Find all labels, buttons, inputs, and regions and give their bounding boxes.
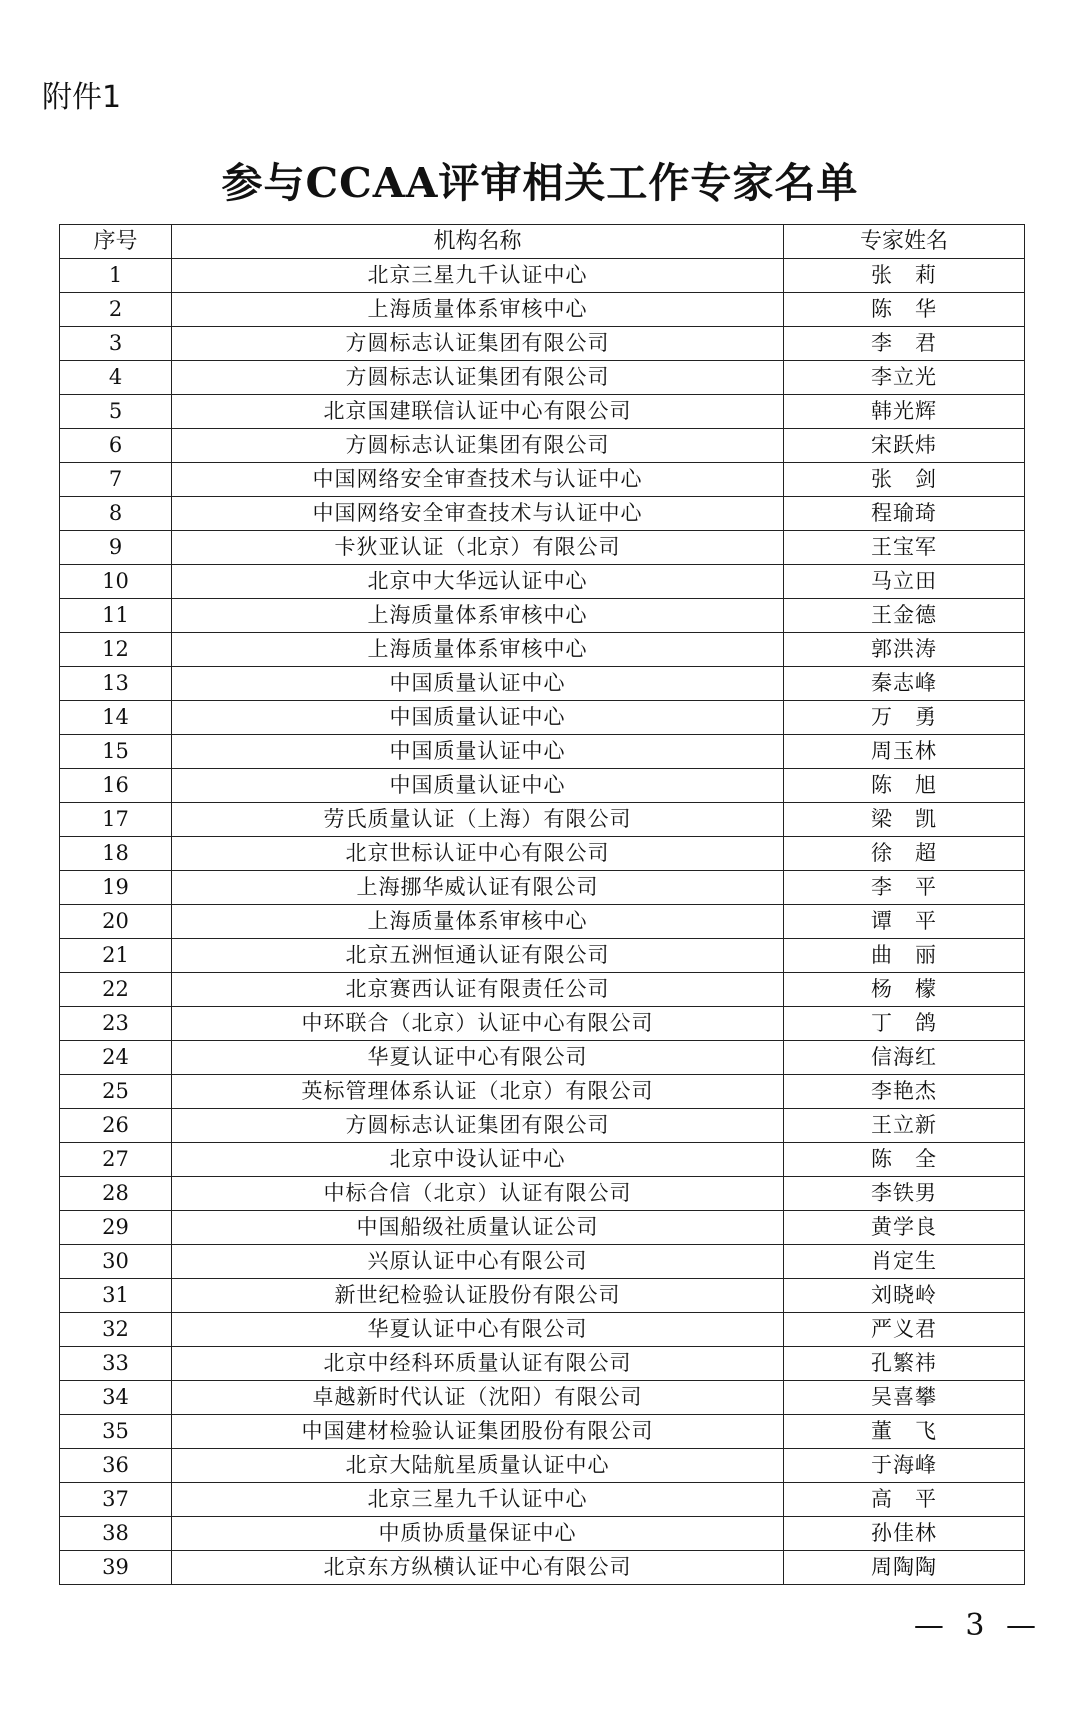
organization-cell: 北京赛西认证有限责任公司 [172,973,784,1007]
serial-number-cell: 39 [60,1551,172,1585]
organization-cell: 中国质量认证中心 [172,769,784,803]
serial-number-cell: 19 [60,871,172,905]
organization-cell: 中国网络安全审查技术与认证中心 [172,463,784,497]
organization-cell: 华夏认证中心有限公司 [172,1041,784,1075]
table-row [60,327,1025,361]
table-row [60,599,1025,633]
organization-cell: 上海质量体系审核中心 [172,633,784,667]
serial-number-cell: 36 [60,1449,172,1483]
organization-cell: 中标合信（北京）认证有限公司 [172,1177,784,1211]
page-number: — 3 — [913,1608,1042,1643]
expert-name-cell: 徐 超 [784,837,1025,871]
table-row [60,1551,1025,1585]
expert-name-cell: 曲 丽 [784,939,1025,973]
table-body [60,259,1025,1585]
serial-number-cell: 14 [60,701,172,735]
organization-cell: 北京中经科环质量认证有限公司 [172,1347,784,1381]
serial-number-cell: 22 [60,973,172,1007]
table-row [60,293,1025,327]
serial-number-cell: 26 [60,1109,172,1143]
organization-cell: 劳氏质量认证（上海）有限公司 [172,803,784,837]
table-row [60,837,1025,871]
table-row [60,1143,1025,1177]
serial-number-cell: 1 [60,259,172,293]
table-row [60,1483,1025,1517]
organization-cell: 中国建材检验认证集团股份有限公司 [172,1415,784,1449]
organization-cell: 卓越新时代认证（沈阳）有限公司 [172,1381,784,1415]
organization-cell: 北京三星九千认证中心 [172,1483,784,1517]
serial-number-cell: 8 [60,497,172,531]
organization-cell: 上海质量体系审核中心 [172,905,784,939]
organization-cell: 北京五洲恒通认证有限公司 [172,939,784,973]
table-row [60,973,1025,1007]
table-row [60,905,1025,939]
serial-number-cell: 37 [60,1483,172,1517]
header-expert-name: 专家姓名 [784,225,1025,259]
table-row [60,1517,1025,1551]
serial-number-cell: 17 [60,803,172,837]
organization-cell: 上海挪华威认证有限公司 [172,871,784,905]
table-row [60,429,1025,463]
table-row [60,497,1025,531]
serial-number-cell: 3 [60,327,172,361]
serial-number-cell: 24 [60,1041,172,1075]
expert-name-cell: 韩光辉 [784,395,1025,429]
table-row [60,939,1025,973]
expert-name-cell: 王宝军 [784,531,1025,565]
expert-name-cell: 王金德 [784,599,1025,633]
serial-number-cell: 32 [60,1313,172,1347]
organization-cell: 方圆标志认证集团有限公司 [172,361,784,395]
header-serial-number: 序号 [60,225,172,259]
expert-name-cell: 吴喜攀 [784,1381,1025,1415]
expert-name-cell: 秦志峰 [784,667,1025,701]
organization-cell: 方圆标志认证集团有限公司 [172,327,784,361]
expert-name-cell: 于海峰 [784,1449,1025,1483]
table-row [60,1177,1025,1211]
table-row [60,531,1025,565]
table-row [60,735,1025,769]
serial-number-cell: 25 [60,1075,172,1109]
attachment-label: 附件1 [42,80,122,115]
expert-name-cell: 李 君 [784,327,1025,361]
organization-cell: 兴原认证中心有限公司 [172,1245,784,1279]
table-row [60,463,1025,497]
organization-cell: 中国质量认证中心 [172,667,784,701]
expert-name-cell: 谭 平 [784,905,1025,939]
serial-number-cell: 27 [60,1143,172,1177]
table-row [60,259,1025,293]
serial-number-cell: 21 [60,939,172,973]
serial-number-cell: 30 [60,1245,172,1279]
header-organization: 机构名称 [172,225,784,259]
expert-name-cell: 刘晓岭 [784,1279,1025,1313]
organization-cell: 北京大陆航星质量认证中心 [172,1449,784,1483]
serial-number-cell: 10 [60,565,172,599]
table-row [60,1415,1025,1449]
table-row [60,1449,1025,1483]
table-row [60,871,1025,905]
organization-cell: 中国网络安全审查技术与认证中心 [172,497,784,531]
expert-name-cell: 丁 鸽 [784,1007,1025,1041]
expert-name-cell: 宋跃炜 [784,429,1025,463]
table-row [60,1313,1025,1347]
expert-name-cell: 信海红 [784,1041,1025,1075]
table-row [60,1007,1025,1041]
serial-number-cell: 35 [60,1415,172,1449]
serial-number-cell: 5 [60,395,172,429]
organization-cell: 中国质量认证中心 [172,701,784,735]
table-row [60,701,1025,735]
table-row [60,1109,1025,1143]
expert-name-cell: 周玉林 [784,735,1025,769]
serial-number-cell: 20 [60,905,172,939]
expert-name-cell: 陈 旭 [784,769,1025,803]
table-row [60,395,1025,429]
serial-number-cell: 23 [60,1007,172,1041]
expert-name-cell: 郭洪涛 [784,633,1025,667]
expert-name-cell: 李铁男 [784,1177,1025,1211]
serial-number-cell: 34 [60,1381,172,1415]
serial-number-cell: 33 [60,1347,172,1381]
serial-number-cell: 38 [60,1517,172,1551]
organization-cell: 英标管理体系认证（北京）有限公司 [172,1075,784,1109]
expert-name-cell: 梁 凯 [784,803,1025,837]
expert-name-cell: 高 平 [784,1483,1025,1517]
page-title: 参与CCAA评审相关工作专家名单 [221,159,859,207]
expert-name-cell: 陈 全 [784,1143,1025,1177]
table-row [60,565,1025,599]
expert-name-cell: 肖定生 [784,1245,1025,1279]
expert-name-cell: 李立光 [784,361,1025,395]
organization-cell: 北京国建联信认证中心有限公司 [172,395,784,429]
organization-cell: 方圆标志认证集团有限公司 [172,1109,784,1143]
serial-number-cell: 2 [60,293,172,327]
table-row [60,1381,1025,1415]
organization-cell: 北京中大华远认证中心 [172,565,784,599]
expert-table [59,224,1025,1585]
expert-name-cell: 程瑜琦 [784,497,1025,531]
expert-name-cell: 李 平 [784,871,1025,905]
expert-name-cell: 严义君 [784,1313,1025,1347]
serial-number-cell: 4 [60,361,172,395]
expert-name-cell: 万 勇 [784,701,1025,735]
organization-cell: 北京东方纵横认证中心有限公司 [172,1551,784,1585]
serial-number-cell: 7 [60,463,172,497]
table-row [60,1279,1025,1313]
serial-number-cell: 28 [60,1177,172,1211]
expert-name-cell: 黄学良 [784,1211,1025,1245]
serial-number-cell: 16 [60,769,172,803]
serial-number-cell: 18 [60,837,172,871]
expert-name-cell: 王立新 [784,1109,1025,1143]
table-row [60,361,1025,395]
organization-cell: 中国质量认证中心 [172,735,784,769]
serial-number-cell: 29 [60,1211,172,1245]
table-row [60,1075,1025,1109]
expert-name-cell: 张 剑 [784,463,1025,497]
organization-cell: 中环联合（北京）认证中心有限公司 [172,1007,784,1041]
expert-name-cell: 孔繁祎 [784,1347,1025,1381]
organization-cell: 新世纪检验认证股份有限公司 [172,1279,784,1313]
organization-cell: 中质协质量保证中心 [172,1517,784,1551]
table-row [60,803,1025,837]
organization-cell: 上海质量体系审核中心 [172,293,784,327]
serial-number-cell: 31 [60,1279,172,1313]
organization-cell: 华夏认证中心有限公司 [172,1313,784,1347]
serial-number-cell: 12 [60,633,172,667]
organization-cell: 中国船级社质量认证公司 [172,1211,784,1245]
serial-number-cell: 9 [60,531,172,565]
serial-number-cell: 6 [60,429,172,463]
expert-name-cell: 马立田 [784,565,1025,599]
organization-cell: 北京三星九千认证中心 [172,259,784,293]
expert-name-cell: 陈 华 [784,293,1025,327]
table-row [60,667,1025,701]
organization-cell: 方圆标志认证集团有限公司 [172,429,784,463]
table-row [60,633,1025,667]
expert-name-cell: 孙佳林 [784,1517,1025,1551]
organization-cell: 上海质量体系审核中心 [172,599,784,633]
organization-cell: 卡狄亚认证（北京）有限公司 [172,531,784,565]
table-row [60,1041,1025,1075]
expert-name-cell: 李艳杰 [784,1075,1025,1109]
table-header-row [60,225,1025,259]
serial-number-cell: 13 [60,667,172,701]
table-row [60,1245,1025,1279]
table-row [60,1211,1025,1245]
expert-name-cell: 张 莉 [784,259,1025,293]
expert-name-cell: 周陶陶 [784,1551,1025,1585]
table-row [60,769,1025,803]
serial-number-cell: 15 [60,735,172,769]
serial-number-cell: 11 [60,599,172,633]
organization-cell: 北京世标认证中心有限公司 [172,837,784,871]
organization-cell: 北京中设认证中心 [172,1143,784,1177]
table-row [60,1347,1025,1381]
expert-name-cell: 董 飞 [784,1415,1025,1449]
expert-name-cell: 杨 檬 [784,973,1025,1007]
